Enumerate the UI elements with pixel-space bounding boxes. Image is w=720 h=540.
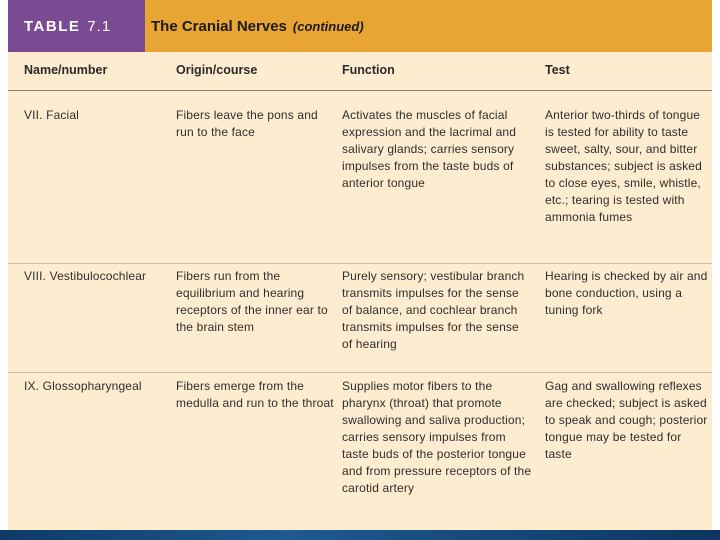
table-row <box>8 91 712 264</box>
cell-name: IX. Glossopharyngeal <box>24 379 142 393</box>
header-function: Function <box>342 63 395 77</box>
cell-function: Supplies motor fibers to the pharynx (throat) that promote swallowing and saliva production; carries sensory impulses from taste buds of the posterior tongue and from pressure receptors of the carotid artery <box>342 379 532 495</box>
cell-name: VII. Facial <box>24 108 79 122</box>
table-title-text: The Cranial Nerves <box>151 17 287 35</box>
cell-test: Hearing is checked by air and bone conduction, using a tuning fork <box>545 269 708 317</box>
cell-test: Gag and swallowing reflexes are checked; subject is asked to speak and cough; posterior tongue may be tested for taste <box>545 379 708 461</box>
table-row <box>8 264 712 373</box>
table-row <box>8 373 712 523</box>
cell-name: VIII. Vestibulocochlear <box>24 269 147 283</box>
title-bar <box>8 0 712 52</box>
table-label <box>8 0 145 52</box>
table-slide <box>8 0 712 530</box>
header-test: Test <box>545 63 570 77</box>
cell-origin: Fibers emerge from the medulla and run to the throat <box>176 379 334 410</box>
table-number: 7.1 <box>87 17 112 35</box>
cell-function: Activates the muscles of facial expression and the lacrimal and salivary glands; carries sensory impulses from the taste buds of anterior tongue <box>342 108 517 190</box>
table-header-row <box>8 58 712 91</box>
table-word: TABLE <box>24 17 81 35</box>
cell-origin: Fibers run from the equilibrium and hearing receptors of the inner ear to the brain stem <box>176 269 328 334</box>
cell-test: Anterior two-thirds of tongue is tested for ability to taste sweet, salty, sour, and bitter substances; subject is asked to close eyes, smile, whistle, etc.; tearing is tested with ammonia fumes <box>545 108 702 224</box>
cell-origin: Fibers leave the pons and run to the face <box>176 108 318 139</box>
table-title-continued: (continued) <box>292 18 364 34</box>
cell-function: Purely sensory; vestibular branch transmits impulses for the sense of balance, and cochlear branch transmits impulses for the sense of hearing <box>342 269 525 351</box>
table-title <box>145 0 712 52</box>
bottom-bar <box>0 530 720 540</box>
header-name-number: Name/number <box>24 63 108 77</box>
header-origin-course: Origin/course <box>176 63 258 77</box>
